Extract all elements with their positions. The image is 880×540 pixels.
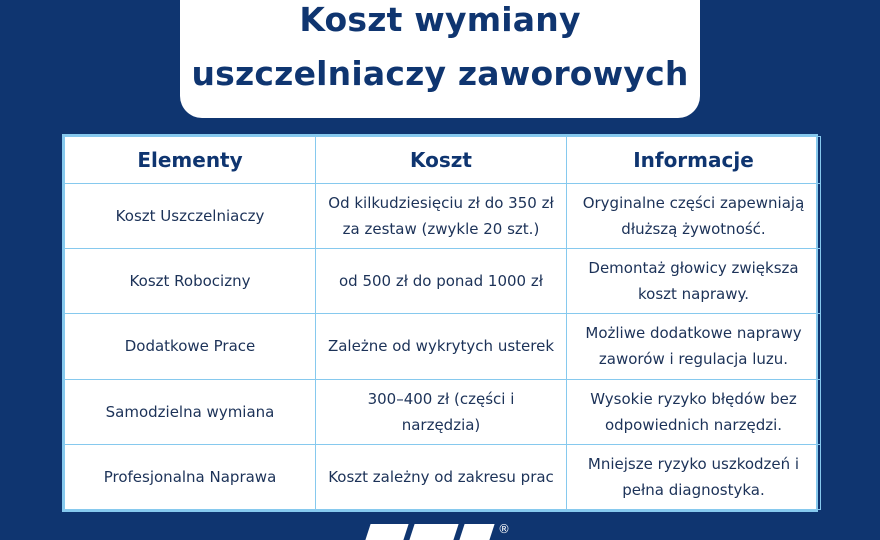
- cell-element: Koszt Robocizny: [65, 249, 316, 314]
- cell-element: Profesjonalna Naprawa: [65, 444, 316, 509]
- table-header-row: [65, 137, 821, 184]
- cell-cost: od 500 zł do ponad 1000 zł: [316, 249, 567, 314]
- cell-info: Demontaż głowicy zwiększa koszt naprawy.: [567, 249, 821, 314]
- column-header-cost: Koszt: [316, 137, 567, 184]
- page-title-line-1: Koszt wymiany: [299, 0, 581, 39]
- logo-mark-part: [409, 524, 458, 540]
- table-row: [65, 379, 821, 444]
- page-title-line-2: uszczelniaczy zaworowych: [191, 54, 689, 93]
- cell-element: Dodatkowe Prace: [65, 314, 316, 379]
- cell-element: Koszt Uszczelniaczy: [65, 184, 316, 249]
- logo-mark-part: [459, 524, 494, 540]
- cell-info: Oryginalne części zapewniają dłuższą żywotność.: [567, 184, 821, 249]
- table-row: [65, 314, 821, 379]
- column-header-information: Informacje: [567, 137, 821, 184]
- table-row: [65, 184, 821, 249]
- registered-mark: ®: [498, 522, 510, 536]
- title-card: [180, 0, 700, 118]
- cell-info: Mniejsze ryzyko uszkodzeń i pełna diagnostyka.: [567, 444, 821, 509]
- cell-info: Możliwe dodatkowe naprawy zaworów i regulacja luzu.: [567, 314, 821, 379]
- table-row: [65, 249, 821, 314]
- cell-info: Wysokie ryzyko błędów bez odpowiednich narzędzi.: [567, 379, 821, 444]
- cell-cost: Od kilkudziesięciu zł do 350 zł za zestaw (zwykle 20 szt.): [316, 184, 567, 249]
- logo-mark-part: [365, 524, 408, 540]
- cell-cost: Zależne od wykrytych usterek: [316, 314, 567, 379]
- column-header-elements: Elementy: [65, 137, 316, 184]
- cost-table: [62, 134, 818, 512]
- cell-cost: Koszt zależny od zakresu prac: [316, 444, 567, 509]
- table-row: [65, 444, 821, 509]
- brand-logo: [368, 522, 510, 540]
- cell-cost: 300–400 zł (części i narzędzia): [316, 379, 567, 444]
- cell-element: Samodzielna wymiana: [65, 379, 316, 444]
